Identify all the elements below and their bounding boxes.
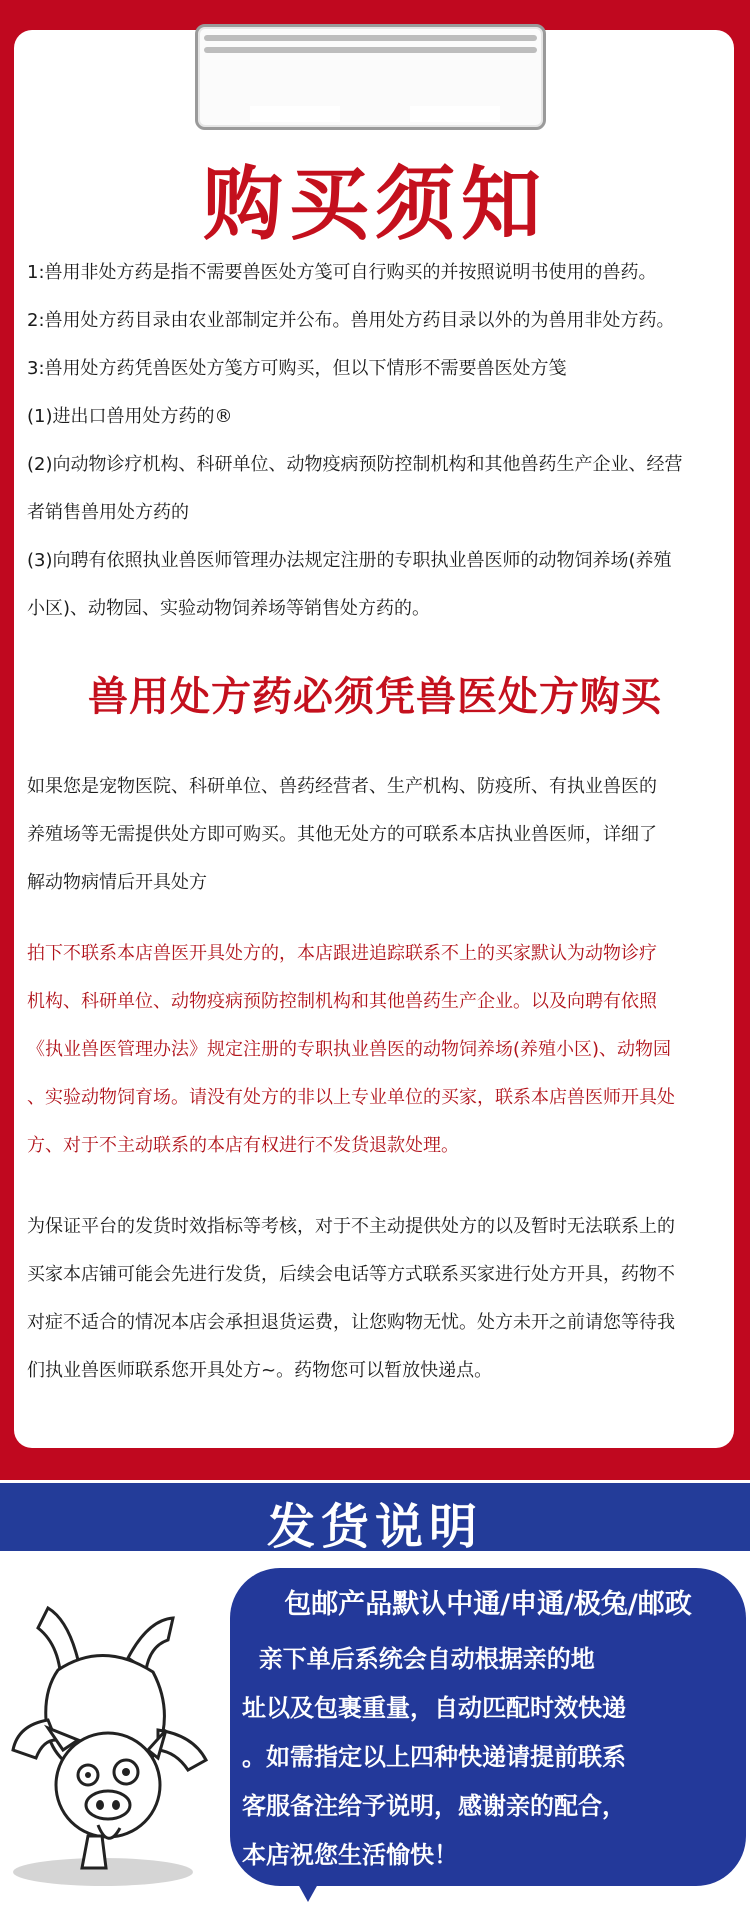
paragraph-line: 们执业兽医师联系您开具处方~。药物您可以暂放快递点。 bbox=[27, 1360, 493, 1381]
shipping-line: 客服备注给予说明，感谢亲的配合， bbox=[242, 1792, 626, 1820]
notice-title: 购买须知 bbox=[203, 158, 547, 251]
paragraph-line: 买家本店铺可能会先进行发货，后续会电话等方式联系买家进行处方开具，药物不 bbox=[27, 1264, 675, 1285]
notice-line: 3:兽用处方药凭兽医处方笺方可购买，但以下情形不需要兽医处方笺 bbox=[27, 358, 567, 379]
warning-line: 拍下不联系本店兽医开具处方的，本店跟进追踪联系不上的买家默认为动物诊疗 bbox=[27, 943, 657, 964]
shipping-text bbox=[242, 1635, 737, 1880]
notice-line: 2:兽用处方药目录由农业部制定并公布。兽用处方药目录以外的为兽用非处方药。 bbox=[27, 310, 675, 331]
paragraph-line: 解动物病情后开具处方 bbox=[27, 872, 207, 893]
notice-line: 者销售兽用处方药的 bbox=[27, 502, 189, 523]
paragraph-line: 对症不适合的情况本店会承担退货运费，让您购物无忧。处方未开之前请您等待我 bbox=[27, 1312, 675, 1333]
shipping-line: 亲下单后系统会自动根据亲的地 bbox=[242, 1645, 595, 1673]
warning-line: 、实验动物饲育场。请没有处方的非以上专业单位的买家，联系本店兽医师开具处 bbox=[27, 1087, 675, 1108]
paragraph-line: 如果您是宠物医院、科研单位、兽药经营者、生产机构、防疫所、有执业兽医的 bbox=[27, 776, 657, 797]
pig-illustration-icon bbox=[8, 1600, 218, 1890]
notice-line: 小区)、动物园、实验动物饲养场等销售处方药的。 bbox=[27, 598, 431, 619]
clip-gap bbox=[250, 106, 340, 122]
notice-line: 1:兽用非处方药是指不需要兽医处方笺可自行购买的并按照说明书使用的兽药。 bbox=[27, 262, 657, 283]
bubble-tail bbox=[298, 1884, 318, 1902]
notice-line: (3)向聘有依照执业兽医师管理办法规定注册的专职执业兽医师的动物饲养场(养殖 bbox=[27, 550, 672, 571]
notice-line: (2)向动物诊疗机构、科研单位、动物疫病预防控制机构和其他兽药生产企业、经营 bbox=[27, 454, 683, 475]
paragraph-line: 为保证平台的发货时效指标等考核，对于不主动提供处方的以及暂时无法联系上的 bbox=[27, 1216, 675, 1237]
notice-subtitle: 兽用处方药必须凭兽医处方购买 bbox=[88, 674, 662, 720]
shipping-line: 址以及包裹重量，自动匹配时效快递 bbox=[242, 1694, 626, 1722]
shipping-line: 。如需指定以上四种快递请提前联系 bbox=[242, 1743, 626, 1771]
clip-gap bbox=[410, 106, 500, 122]
warning-line: 《执业兽医管理办法》规定注册的专职执业兽医的动物饲养场(养殖小区)、动物园 bbox=[27, 1039, 672, 1060]
notice-line: (1)进出口兽用处方药的® bbox=[27, 406, 233, 427]
clip-bar bbox=[204, 47, 537, 53]
shipping-head: 包邮产品默认中通/申通/极兔/邮政 bbox=[284, 1589, 692, 1620]
shipping-line: 本店祝您生活愉快！ bbox=[242, 1841, 458, 1869]
warning-line: 机构、科研单位、动物疫病预防控制机构和其他兽药生产企业。以及向聘有依照 bbox=[27, 991, 657, 1012]
warning-line: 方、对于不主动联系的本店有权进行不发货退款处理。 bbox=[27, 1135, 459, 1156]
shipping-title: 发货说明 bbox=[266, 1499, 483, 1555]
paragraph-line: 养殖场等无需提供处方即可购买。其他无处方的可联系本店执业兽医师，详细了 bbox=[27, 824, 657, 845]
clip-bar bbox=[204, 35, 537, 41]
